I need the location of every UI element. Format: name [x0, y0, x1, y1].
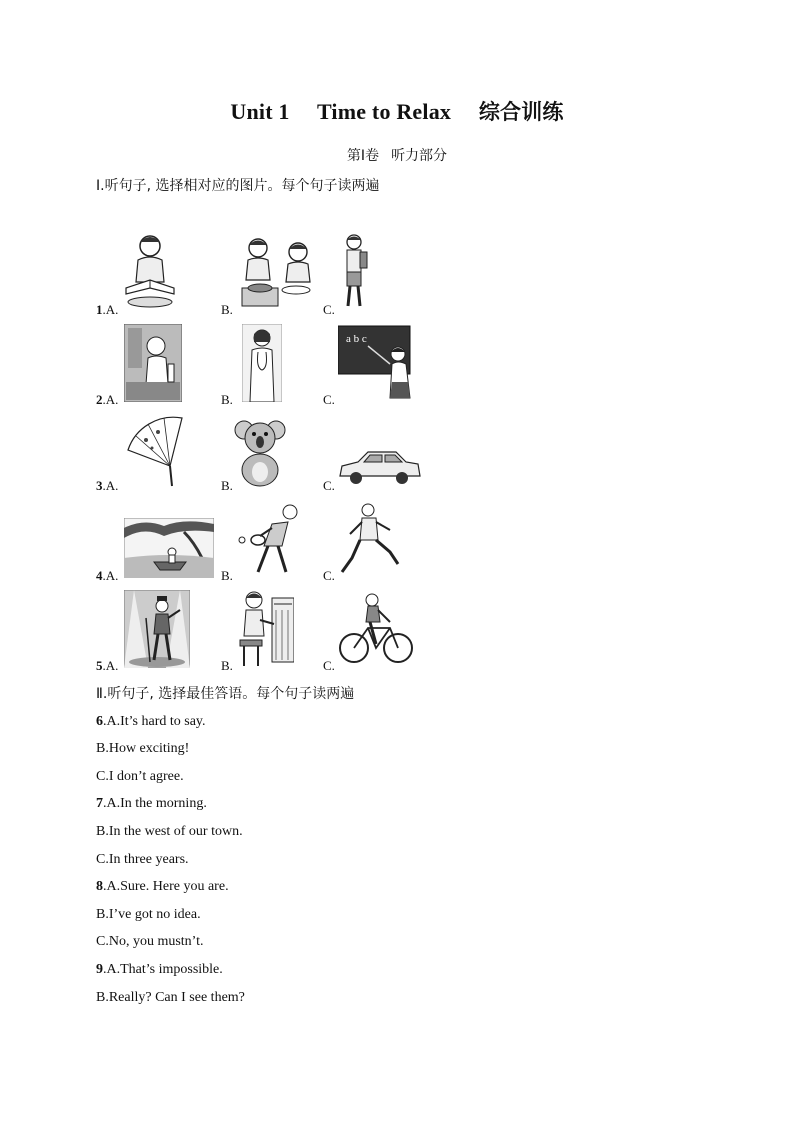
- tennis-player-image: [238, 502, 302, 578]
- folding-fan-image: [124, 414, 192, 490]
- subtitle-volume: 第Ⅰ卷: [346, 148, 380, 164]
- question-3-row: [96, 404, 436, 494]
- q2-label-b: B.: [221, 392, 233, 407]
- q3-label-b: B.: [221, 478, 233, 493]
- option-line: 6.A.It’s hard to say.: [96, 714, 206, 729]
- boys-cooking-image: [238, 234, 320, 310]
- boy-in-boat-image: [124, 518, 214, 578]
- q5-label-a: 5.A.: [96, 658, 119, 673]
- option-line: B.In the west of our town.: [96, 824, 243, 839]
- boy-reading-book-image: [124, 232, 176, 310]
- option-line: 8.A.Sure. Here you are.: [96, 879, 229, 894]
- doctor-image: [242, 324, 282, 402]
- q3-label-a: 3.A.: [96, 478, 119, 493]
- option-line: C.I don’t agree.: [96, 769, 184, 784]
- page-title: [0, 96, 794, 126]
- question-4-row: [96, 494, 436, 584]
- q3-label-c: C.: [323, 478, 335, 493]
- option-line: 7.A.In the morning.: [96, 796, 207, 811]
- boy-with-backpack-image: [340, 232, 370, 312]
- boy-riding-bicycle-image: [338, 592, 414, 668]
- q4-label-a: 4.A.: [96, 568, 119, 583]
- chalkboard-text: a b c: [346, 333, 367, 345]
- q5-label-c: C.: [323, 658, 335, 673]
- q2-label-a: 2.A.: [96, 392, 119, 407]
- q1-label-b: B.: [221, 302, 233, 317]
- page-subtitle: [0, 145, 794, 165]
- q1-label-c: C.: [323, 302, 335, 317]
- section2-heading: Ⅱ.听句子, 选择最佳答语。每个句子读两遍: [96, 686, 355, 702]
- q4-label-b: B.: [221, 568, 233, 583]
- q1-label-a: 1.A.: [96, 302, 119, 317]
- title-topic: Time to Relax: [316, 99, 452, 124]
- scientist-in-lab-image: [124, 324, 182, 402]
- option-line: 9.A.That’s impossible.: [96, 962, 223, 977]
- subtitle-part: 听力部分: [391, 148, 448, 164]
- teacher-at-chalkboard-image: [338, 324, 418, 402]
- section1-heading: Ⅰ.听句子, 选择相对应的图片。每个句子读两遍: [96, 178, 380, 194]
- title-unit: Unit 1: [230, 99, 290, 124]
- option-line: B.I’ve got no idea.: [96, 907, 201, 922]
- running-man-image: [340, 502, 402, 578]
- question-2-row: [96, 318, 436, 408]
- boy-playing-piano-image: [238, 590, 294, 668]
- car-image: [338, 448, 422, 488]
- singer-on-stage-image: [124, 590, 190, 668]
- option-line: B.How exciting!: [96, 741, 190, 756]
- title-type: 综合训练: [478, 100, 564, 124]
- option-line: B.Really? Can I see them?: [96, 990, 245, 1005]
- koala-image: [234, 416, 286, 488]
- option-line: C.In three years.: [96, 852, 189, 867]
- q4-label-c: C.: [323, 568, 335, 583]
- question-1-row: [96, 228, 436, 318]
- q5-label-b: B.: [221, 658, 233, 673]
- question-5-row: [96, 584, 436, 674]
- option-line: C.No, you mustn’t.: [96, 934, 204, 949]
- q2-label-c: C.: [323, 392, 335, 407]
